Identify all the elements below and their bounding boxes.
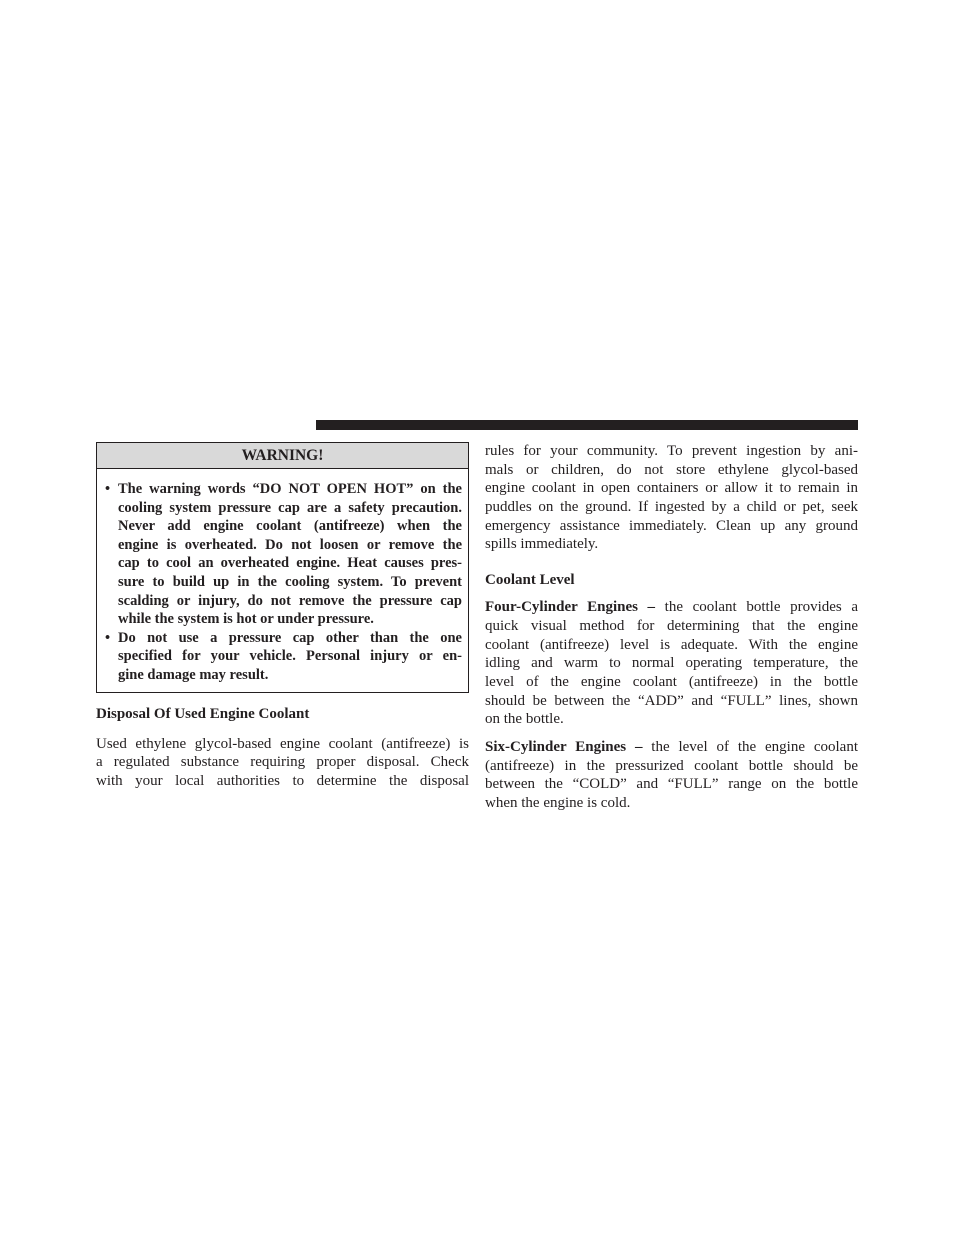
warning-line: sure to build up in the cooling system. To prevent bbox=[118, 573, 462, 590]
disposal-paragraph-start bbox=[96, 735, 469, 791]
warning-line: cap to cool an overheated engine. Heat causes pres- bbox=[118, 555, 462, 572]
disposal-heading: Disposal Of Used Engine Coolant bbox=[96, 705, 310, 722]
text-line: should be between the “ADD” and “FULL” lines, shown bbox=[485, 692, 858, 709]
text-line: level of the engine coolant (antifreeze) in the bottle bbox=[485, 673, 858, 690]
text-line: spills immediately. bbox=[485, 536, 599, 553]
warning-box bbox=[96, 442, 469, 693]
warning-line: cooling system pressure cap are a safety precaution. bbox=[118, 499, 462, 516]
text-line: quick visual method for determining that the engine bbox=[485, 617, 858, 634]
warning-line: while the system is hot or under pressure. bbox=[118, 611, 374, 628]
right-column bbox=[485, 442, 858, 813]
text-line: mals or children, do not store ethylene glycol-based bbox=[485, 461, 858, 478]
text-line: rules for your community. To prevent ingestion by ani- bbox=[485, 443, 858, 459]
warning-line: engine is overheated. Do not loosen or remove the bbox=[118, 536, 462, 553]
text-line: puddles on the ground. If ingested by a child or pet, seek bbox=[485, 499, 858, 516]
four-cylinder-paragraph bbox=[485, 598, 858, 729]
text-line: engine coolant in open containers or allow it to remain in bbox=[485, 480, 858, 497]
text-line: between the “COLD” and “FULL” range on the bottle bbox=[485, 776, 858, 793]
text-line: idling and warm to normal operating temperature, the bbox=[485, 655, 858, 672]
six-cylinder-lead: Six-Cylinder Engines – bbox=[485, 738, 643, 755]
four-cylinder-lead: Four-Cylinder Engines – bbox=[485, 599, 656, 616]
text-line: when the engine is cold. bbox=[485, 795, 631, 811]
bullet-icon: • bbox=[105, 481, 111, 497]
text-line: a regulated substance requiring proper disposal. Check bbox=[96, 754, 469, 771]
warning-line: scalding or injury, do not remove the pressure cap bbox=[118, 592, 462, 609]
text-line: coolant (antifreeze) level is adequate. With the engine bbox=[485, 636, 858, 653]
text-line: with your local authorities to determine the disposal bbox=[96, 772, 469, 789]
bullet-icon: • bbox=[105, 629, 111, 646]
warning-body bbox=[97, 469, 468, 692]
text-line: (antifreeze) in the pressurized coolant bottle should be bbox=[485, 757, 858, 774]
warning-title: WARNING! bbox=[97, 443, 468, 469]
disposal-paragraph-end bbox=[485, 442, 858, 554]
text-line: Used ethylene glycol-based engine coolant (antifreeze) is bbox=[96, 735, 469, 752]
six-cylinder-paragraph bbox=[485, 738, 858, 813]
coolant-level-heading: Coolant Level bbox=[485, 572, 575, 589]
warning-line: Never add engine coolant (antifreeze) when the bbox=[118, 518, 462, 535]
text-line: Six-Cylinder Engines – the level of the engine coolant bbox=[485, 738, 858, 755]
left-column bbox=[96, 442, 469, 791]
header-rule bbox=[316, 420, 858, 430]
warning-line: specified for your vehicle. Personal injury or en- bbox=[118, 648, 462, 665]
text-line: on the bottle. bbox=[485, 711, 564, 728]
warning-line: • Do not use a pressure cap other than the one bbox=[105, 629, 462, 646]
warning-line: gine damage may result. bbox=[118, 666, 269, 683]
text-line: Four-Cylinder Engines – the coolant bottle provides a bbox=[485, 599, 858, 616]
text-line: emergency assistance immediately. Clean up any ground bbox=[485, 517, 858, 534]
warning-line: • The warning words “DO NOT OPEN HOT” on the bbox=[105, 481, 462, 497]
